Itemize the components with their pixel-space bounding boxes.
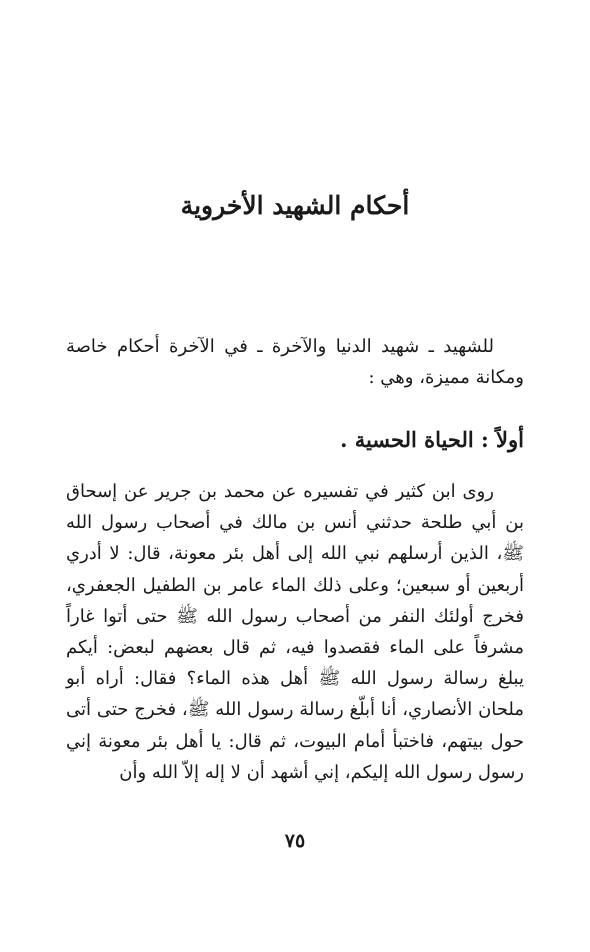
page-number: ٧٥	[284, 830, 306, 852]
page-title: أحكام الشهيد الأخروية	[180, 191, 410, 220]
section-heading: أولاً : الحياة الحسية .	[340, 427, 524, 452]
intro-paragraph: للشهيد ـ شهيد الدنيا والآخرة ـ في الآخرة أحكام خاصة ومكانة مميزة، وهي :	[66, 336, 524, 389]
main-paragraph: روى ابن كثير في تفسيره عن محمد بن جرير عن إسحاق بن أبي طلحة حدثني أنس بن مالك في أصحاب رسول الله ﷺ، الذين أرسلهم نبي الله إلى أهل بئر معونة، قال: لا أدري أربعين أو سبعين؛ وعلى ذلك الماء عامر بن الطفيل الجعفري، فخرج أولئك النفر من أصحاب رسول الله ﷺ حتى أتوا غاراً مشرفاً على الماء فقصدوا فيه، ثم قال بعضهم لبعض: أيكم يبلغ رسالة رسول الله ﷺ أهل هذه الماء؟ فقال: أراه أبو ملحان الأنصاري، أنا أبلّغ رسالة رسول الله ﷺ، فخرج حتى أتى حول بيتهم، فاختبأ أمام البيوت، ثم قال: يا أهل بئر معونة إني رسول رسول الله إليكم، إني أشهد أن لا إله إلاّ الله وأن	[66, 481, 524, 783]
